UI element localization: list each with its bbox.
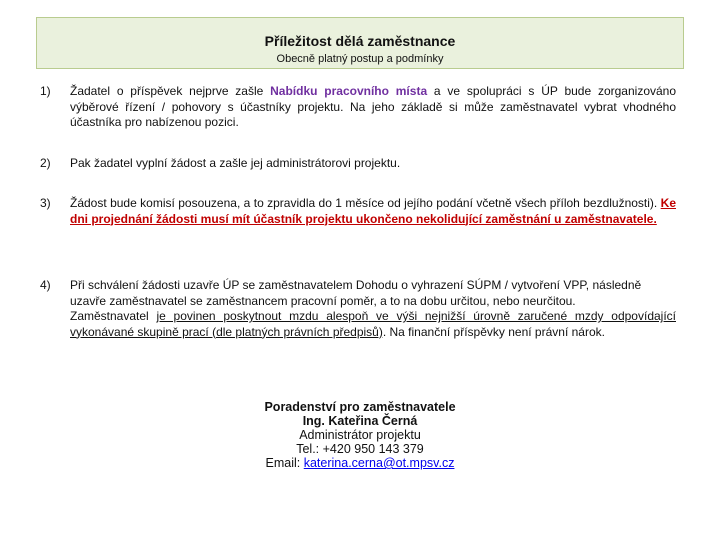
contact-phone: Tel.: +420 950 143 379 <box>296 442 424 456</box>
underlined-text: je povinen poskytnout mzdu alespoň ve výši nejnižší úrovně zaručené mzdy odpovídající vykonávané skupině prací (dle platných právních předpisů) <box>70 309 676 339</box>
page-subtitle: Obecně platný postup a podmínky <box>276 53 444 65</box>
contact-name: Ing. Kateřina Černá <box>302 414 418 428</box>
item-line <box>70 309 676 340</box>
item-text-part: Žádost bude komisí posouzena, a to zpravidla do 1 měsíce od jejího podání včetně všech příloh bezdlužnosti). <box>70 196 661 210</box>
item-text-part: a ve spolupráci s ÚP bude zorganizováno výběrové řízení / pohovory s účastníky projektu. Na jeho základě si může zaměstnavatel vybrat vhodného účastníka pro nabízenou pozici. <box>70 84 677 129</box>
warning-text: Ke dni projednání žádosti musí mít účastník projektu ukončeno nekolidující zaměstnání u zaměstnavatele. <box>70 196 676 226</box>
item-text: Pak žadatel vyplní žádost a zašle jej administrátorovi projektu. <box>70 156 401 170</box>
page-title: Příležitost dělá zaměstnance <box>264 33 456 49</box>
header-box <box>36 17 684 69</box>
item-text <box>70 278 676 340</box>
item-number: 1) <box>40 84 51 98</box>
item-line: uzavře zaměstnavatel se zaměstnancem pracovní poměr, a to na dobu určitou, nebo neurčitou. <box>70 293 576 308</box>
email-label: Email: <box>265 456 304 470</box>
contact-email <box>200 456 520 470</box>
item-number: 3) <box>40 196 51 210</box>
item-text-part: . Na finanční příspěvky není právní nárok. <box>382 324 605 339</box>
item-text-part: Žadatel o příspěvek nejprve zašle <box>70 84 271 98</box>
email-link[interactable]: katerina.cerna@ot.mpsv.cz <box>303 456 455 470</box>
contact-block <box>200 400 520 470</box>
contact-heading: Poradenství pro zaměstnavatele <box>264 400 456 414</box>
item-number: 2) <box>40 156 51 170</box>
item-text <box>70 196 676 227</box>
item-text-part: Zaměstnavatel <box>70 309 157 323</box>
item-line: Při schválení žádosti uzavře ÚP se zaměstnavatelem Dohodu o vyhrazení SÚPM / vytvoření VPP, následně <box>70 278 642 292</box>
item-number: 4) <box>40 278 51 292</box>
highlight-offer-text: Nabídku pracovního místa <box>270 84 428 98</box>
item-text <box>70 84 676 131</box>
contact-role: Administrátor projektu <box>299 428 421 442</box>
